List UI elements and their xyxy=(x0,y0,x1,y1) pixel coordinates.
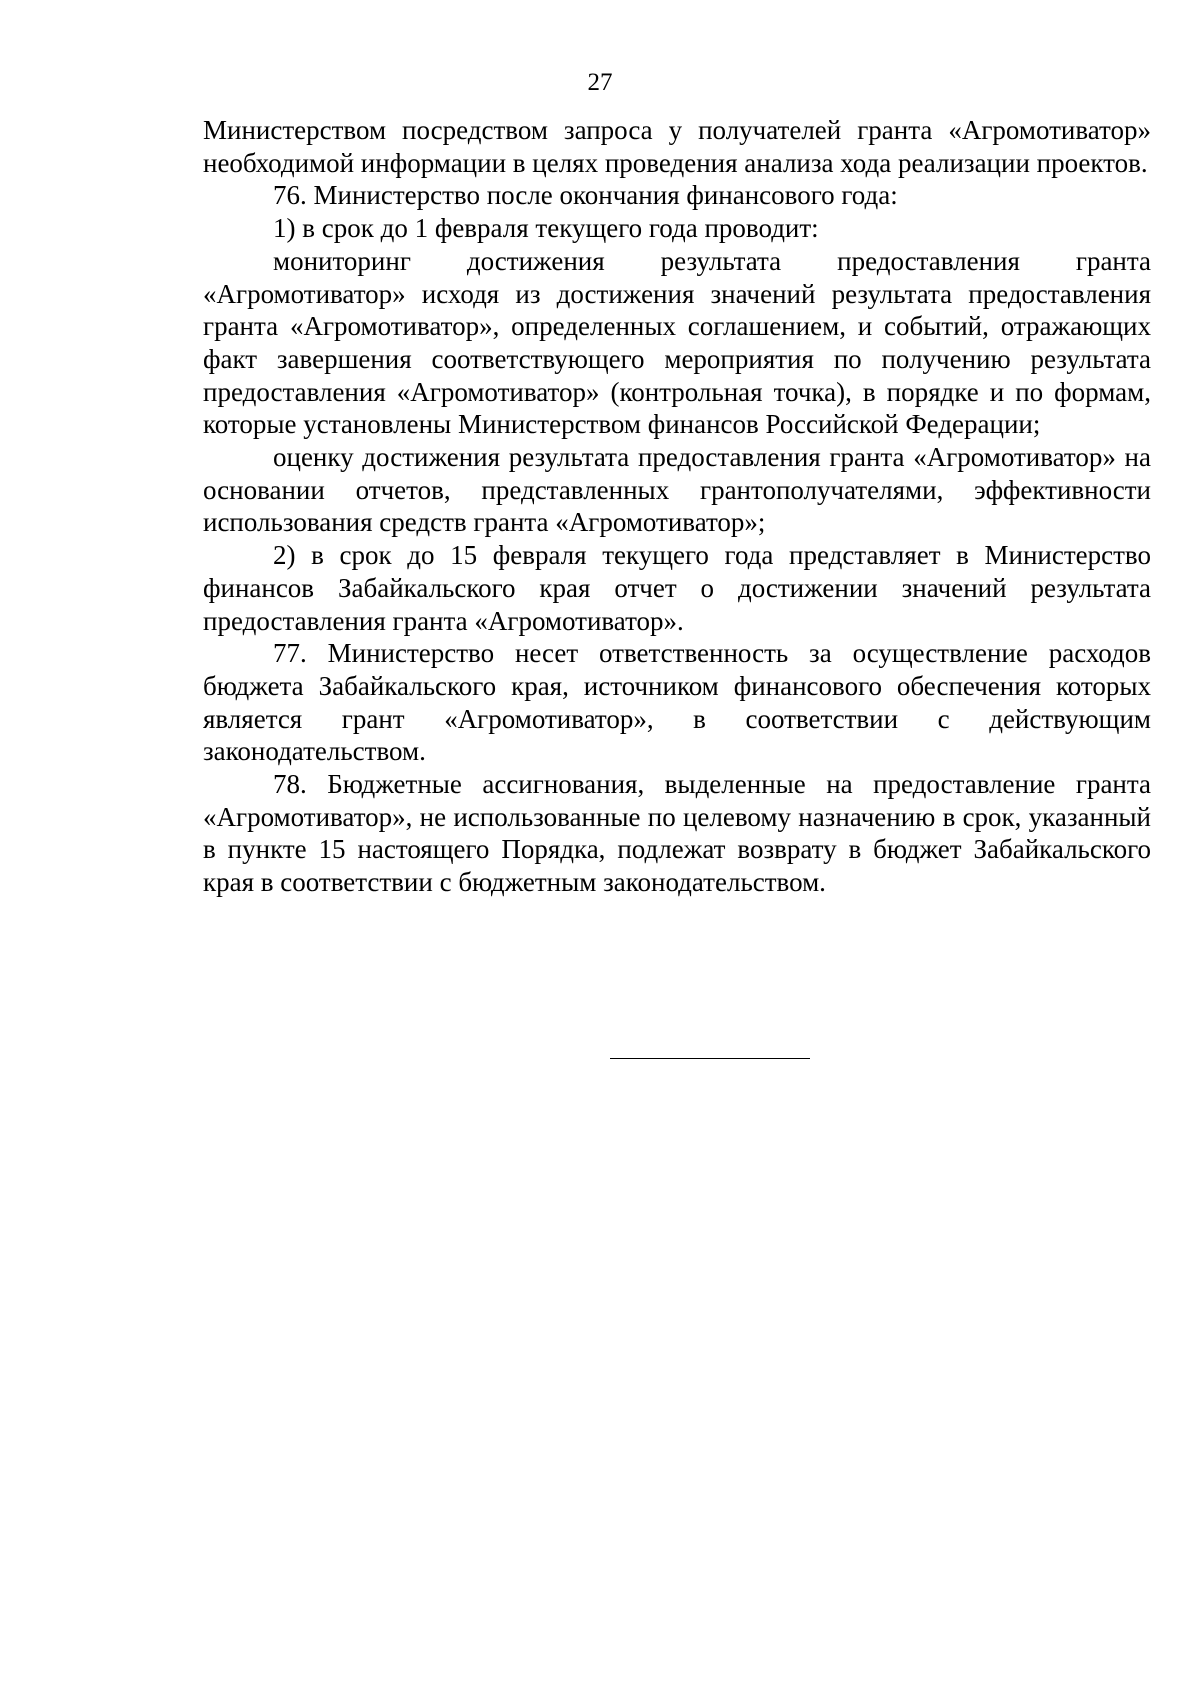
paragraph-76: 76. Министерство после окончания финансового года: xyxy=(273,180,898,211)
end-of-document-rule xyxy=(610,1058,810,1059)
paragraph-evaluation: оценку достижения результата предоставления гранта «Агромотиватор» на основании отчетов, представленных грантополучателями, эффективности использования средств гранта «Агромотиватор»; xyxy=(203,442,1151,538)
paragraph-76-item-2: 2) в срок до 15 февраля текущего года представляет в Министерство финансов Забайкальского края отчет о достижении значений результата предоставления гранта «Агромотиватор». xyxy=(203,540,1151,636)
paragraph-76-item-1: 1) в срок до 1 февраля текущего года проводит: xyxy=(273,213,819,244)
paragraph-monitoring: мониторинг достижения результата предоставления гранта «Агромотиватор» исходя из достижения значений результата предоставления гранта «Агромотиватор», определенных соглашением, и событий, отражающих факт завершения соответствующего мероприятия по получению результата предоставления «Агромотиватор» (контрольная точка), в порядке и по формам, которые установлены Министерством финансов Российской Федерации; xyxy=(203,245,1151,440)
paragraph-77: 77. Министерство несет ответственность за осуществление расходов бюджета Забайкальского края, источником финансового обеспечения которых является грант «Агромотиватор», в соответствии с действующим законодательством. xyxy=(203,638,1151,767)
document-body xyxy=(203,114,1151,899)
page-number: 27 xyxy=(587,69,613,96)
paragraph-78: 78. Бюджетные ассигнования, выделенные на предоставление гранта «Агромотиватор», не использованные по целевому назначению в срок, указанный в пункте 15 настоящего Порядка, подлежат возврату в бюджет Забайкальского края в соответствии с бюджетным законодательством. xyxy=(203,769,1151,898)
paragraph-continuation: Министерством посредством запроса у получателей гранта «Агромотиватор» необходимой информации в целях проведения анализа хода реализации проектов. xyxy=(203,115,1151,178)
